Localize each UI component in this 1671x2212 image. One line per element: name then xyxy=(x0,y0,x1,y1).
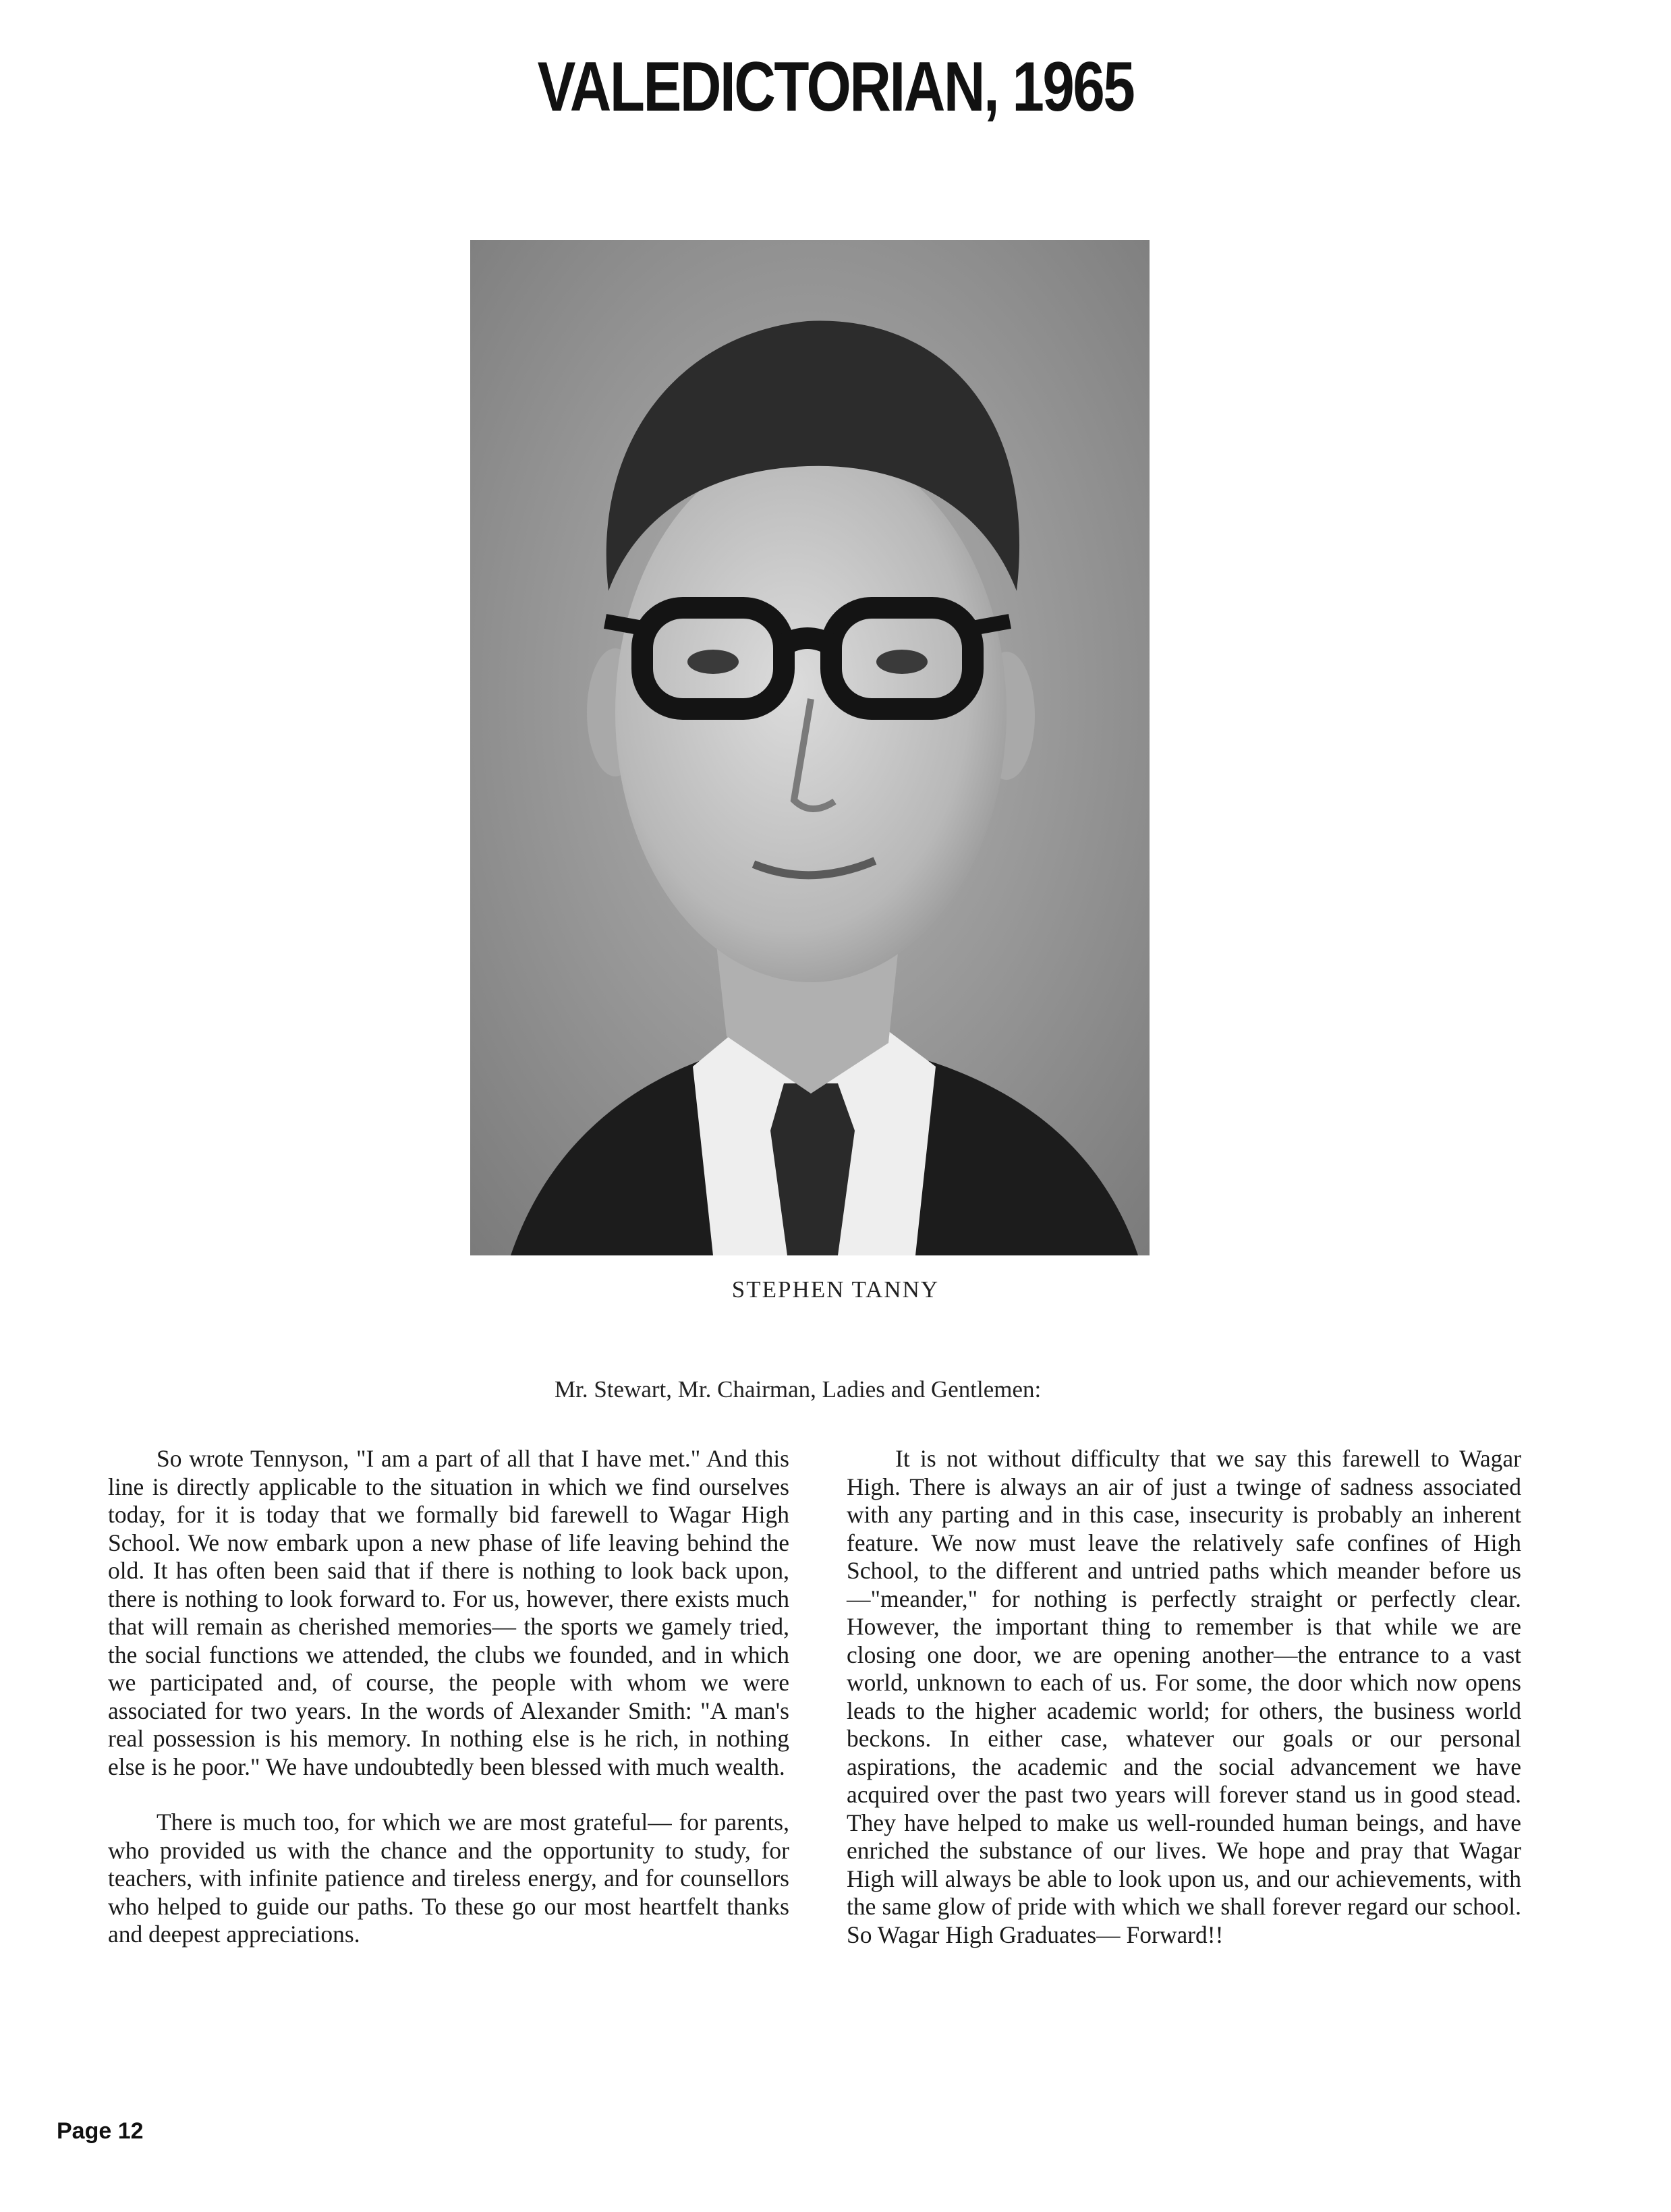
page-number: Page 12 xyxy=(57,2118,144,2144)
portrait-photo xyxy=(470,240,1150,1255)
photo-caption: STEPHEN TANNY xyxy=(731,1276,940,1303)
salutation: Mr. Stewart, Mr. Chairman, Ladies and Gentlemen: xyxy=(555,1376,1042,1402)
right-column xyxy=(847,1445,1521,1949)
paragraph: So wrote Tennyson, "I am a part of all that I have met." And this line is directly applicable to the situation in which we find ourselves today, for it is today that we formally bid farewell to Wagar High School. We now embark upon a new phase of life leaving behind the old. It has often been said that if there is nothing to look back upon, there is nothing to look forward to. For us, however, there exists much that will remain as cherished memories— the sports we gamely tried, the social functions we attended, the clubs we founded, and in which we participated and, of course, the people with whom we were associated for two years. In the words of Alexander Smith: "A man's real possession is his memory. In nothing else is he rich, in nothing else is he poor." We have undoubtedly been blessed with much wealth. xyxy=(108,1445,789,1780)
paragraph: It is not without difficulty that we say this farewell to Wagar High. There is always an air of just a twinge of sadness associated with any parting and in this case, insecurity is probably an inherent feature. We now must leave the relatively safe confines of High School, to the different and untried paths which meander before us—"meander," for nothing is perfectly straight or perfectly clear. However, the important thing to remember is that while we are closing one door, we are opening another—the entrance to a vast world, unknown to each of us. For some, the door which now opens leads to the higher academic world; for others, the business world beckons. In either case, whatever our goals or our personal aspirations, the academic and the social advancement we have acquired over the past two years will forever stand us in good stead. They have helped to make us well-rounded human beings, and have enriched the substance of our lives. We hope and pray that Wagar High will always be able to look upon us, and our achievements, with the same glow of pride with which we shall forever regard our school. So Wagar High Graduates— Forward!! xyxy=(847,1445,1521,1948)
paragraph: There is much too, for which we are most grateful— for parents, who provided us with the chance and the opportunity to study, for teachers, with infinite patience and tireless energy, and for counsellors who helped to guide our paths. To these go our most heartfelt thanks and deepest appreciations. xyxy=(108,1809,789,1948)
page-title: VALEDICTORIAN, 1965 xyxy=(537,48,1134,126)
left-column xyxy=(108,1445,789,1949)
